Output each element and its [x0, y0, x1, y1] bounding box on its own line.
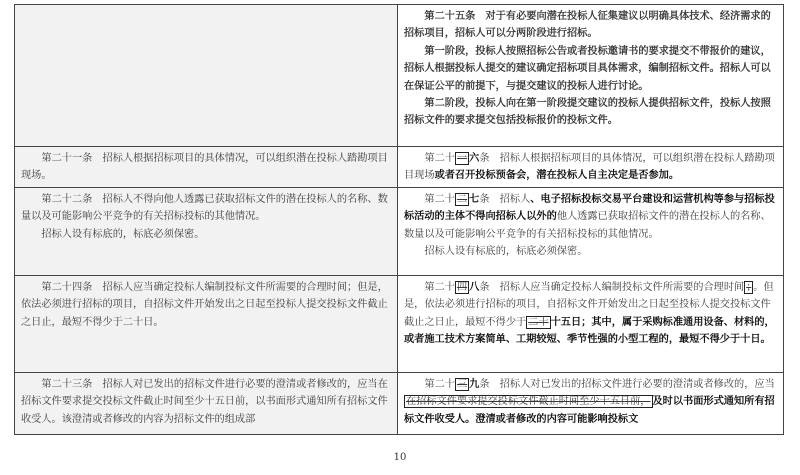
- inserted-text: 六: [469, 152, 480, 164]
- text-run: 条 招标人根据招标项目的具体情况，可以组织潜在投标人踏勘项目现场: [404, 153, 775, 182]
- paragraph: 第二十一条 招标人根据招标项目的具体情况，可以组织潜在投标人踏勘项目现场。: [21, 153, 388, 182]
- paragraph: 第二十二条 招标人不得向他人透露已获取招标文件的潜在投标人的名称、数量以及可能影响公平竞争的有关招标投标的其他情况。: [21, 193, 388, 223]
- left-cell-article-21: [15, 147, 398, 188]
- left-cell-article-22: [15, 187, 398, 275]
- left-cell-empty: [15, 5, 398, 147]
- text-run: 第二十: [424, 193, 455, 205]
- text-run: 第二十: [424, 281, 455, 293]
- deleted-text: 二: [456, 193, 468, 205]
- table-row: [15, 5, 784, 147]
- deleted-text: 二十: [528, 316, 549, 328]
- right-cell-article-29: [398, 372, 784, 434]
- table-row: [15, 187, 784, 275]
- text-run: 条 招标人对已发出的招标文件进行必要的澄清或者修改的，应当: [479, 378, 775, 390]
- page-number: 10: [393, 452, 407, 463]
- paragraph: [404, 150, 777, 185]
- deleted-text: 一: [456, 153, 468, 164]
- text-run: 第二十: [424, 378, 455, 390]
- paragraph: 第二阶段，投标人向在第一阶段提交建议的投标人提供招标文件，投标人按照招标文件的要求提交包括投标报价的投标文件。: [404, 97, 771, 127]
- paragraph: 第二十五条 对于有必要向潜在投标人征集建议以明确具体技术、经济需求的招标项目，招标人可以分两阶段进行招标。: [404, 10, 771, 40]
- left-cell-article-23: [15, 372, 398, 434]
- inserted-text: 澄清或者修改的内容可能影响投标文: [475, 412, 639, 425]
- paragraph: 第一阶段，投标人按照招标公告或者投标邀请书的要求提交不带报价的建议，招标人根据投标人提交的建议确定招标项目具体需求，编制招标文件。招标人可以在保证公平的前提下，与提交建议的投标人进行讨论。: [404, 44, 771, 92]
- paragraph: 第二十四条 招标人应当确定投标人编制投标文件所需要的合理时间；但是，依法必须进行招标的项目，自招标文件开始发出之日起至投标人提交投标文件截止之日止，最短不得少于二十日。: [21, 281, 388, 328]
- inserted-text: 、电子招标投标交易平台建设和运营机构等参与招标投标活动的主体不得向招标人以外的: [404, 192, 775, 223]
- paragraph: [404, 376, 777, 428]
- inserted-text: 及时以书面形式通知所有招标文件收受人。: [404, 395, 775, 425]
- text-run: 条 招标人: [479, 193, 531, 205]
- text-run: 第二十: [424, 153, 455, 164]
- comparison-table: [14, 4, 784, 435]
- right-cell-article-25: [398, 5, 784, 147]
- text-run: 。但是，依法必须进行招标的项目，自招标文件开始发出之日起至投标人提交投标文件截止之日止，最短不得少于: [404, 281, 774, 328]
- right-cell-article-26: [398, 147, 784, 188]
- deleted-text: 四: [456, 281, 468, 293]
- paragraph: 第二十三条 招标人对已发出的招标文件进行必要的澄清或者修改的，应当在招标文件要求提交投标文件截止时间至少十五日前，以书面形式通知所有招标文件收受人。该澄清或者修改的内容为招标文件的组成部: [21, 378, 388, 425]
- paragraph: [404, 279, 777, 349]
- left-cell-article-24: [15, 275, 398, 372]
- paragraph: 招标人设有标底的，标底必须保密。: [424, 246, 588, 258]
- inserted-text: 七: [469, 192, 480, 205]
- inserted-text: 九: [469, 377, 480, 390]
- table-row: [15, 147, 784, 188]
- right-cell-article-28: [398, 275, 784, 372]
- right-cell-article-27: [398, 187, 784, 275]
- text-run: 条 招标人应当确定投标人编制投标文件所需要的合理时间: [479, 281, 745, 293]
- inserted-text: 八: [469, 280, 480, 293]
- paragraph: 招标人设有标底的，标底必须保密。: [41, 228, 205, 240]
- inserted-text: 或者召开投标预备会，潜在投标人自主决定是否参加。: [434, 169, 680, 182]
- paragraph: [404, 191, 777, 243]
- deleted-text: ；: [746, 281, 752, 293]
- deleted-text: 三: [456, 378, 468, 390]
- deleted-text: 在招标文件要求提交投标文件截止时间至少十五日前，: [406, 396, 651, 408]
- table-row: [15, 372, 784, 434]
- text-run: 他人透露已获取招标文件的潜在投标人的名称、数量以及可能影响公平竞争的有关招标投标的其他情况。: [404, 211, 771, 240]
- table-row: [15, 275, 784, 372]
- inserted-text: 十五日；其中，属于采购标准通用设备、材料的，或者施工技术方案简单、工期较短、季节性强的小型工程的，最短不得少于十日。: [404, 315, 775, 346]
